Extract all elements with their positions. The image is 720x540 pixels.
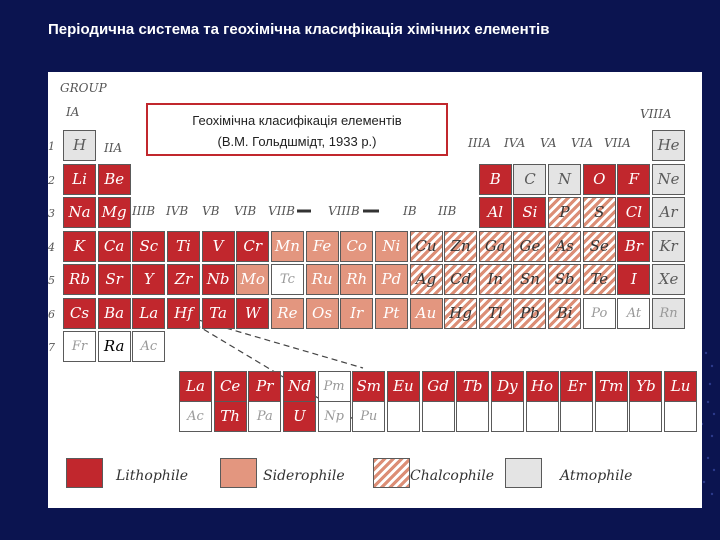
periodic-table-panel: [48, 72, 702, 508]
element-pu-actinide: Pu: [352, 401, 385, 432]
element-mg: Mg: [98, 197, 131, 228]
element-mo: Mo: [236, 264, 269, 295]
element-w: W: [236, 298, 269, 329]
legend-label-lithophile: Lithophile: [116, 468, 189, 484]
element-br: Br: [617, 231, 650, 262]
element-po: Po: [583, 298, 616, 329]
element-eu: Eu: [387, 371, 420, 402]
element-sn: Sn: [513, 264, 546, 295]
element-k: K: [63, 231, 96, 262]
element-h: H: [63, 130, 96, 161]
legend-swatch-chalcophile: [373, 458, 410, 488]
group-label-vb: VB: [202, 204, 220, 218]
element-tb: Tb: [456, 371, 489, 402]
element-at: At: [617, 298, 650, 329]
element-pb: Pb: [513, 298, 546, 329]
element-fr: Fr: [63, 331, 96, 362]
group-label-va: VA: [540, 136, 557, 150]
element-cl: Cl: [617, 197, 650, 228]
empty-actinide-cell: [595, 401, 628, 432]
element-ir: Ir: [340, 298, 373, 329]
element-tl: Tl: [479, 298, 512, 329]
element-pa-actinide: Pa: [248, 401, 281, 432]
group-label-iiia: IIIA: [468, 136, 491, 150]
element-c: C: [513, 164, 546, 195]
callout-citation: (В.М. Гольдшмідт, 1933 р.): [217, 134, 377, 149]
element-re: Re: [271, 298, 304, 329]
element-ac-actinide: Ac: [179, 401, 212, 432]
element-nb: Nb: [202, 264, 235, 295]
element-pd: Pd: [375, 264, 408, 295]
element-os: Os: [306, 298, 339, 329]
element-sm: Sm: [352, 371, 385, 402]
classification-callout: [146, 103, 448, 156]
element-er: Er: [560, 371, 593, 402]
legend-label-siderophile: Siderophile: [263, 468, 345, 484]
group-label-viiia: VIIIA: [640, 107, 672, 121]
element-sr: Sr: [98, 264, 131, 295]
element-pr: Pr: [248, 371, 281, 402]
element-as: As: [548, 231, 581, 262]
element-u-actinide: U: [283, 401, 316, 432]
element-ba: Ba: [98, 298, 131, 329]
group-label-via: VIA: [571, 136, 594, 150]
element-ac: Ac: [132, 331, 165, 362]
period-label-6: 6: [48, 307, 55, 321]
element-n: N: [548, 164, 581, 195]
element-be: Be: [98, 164, 131, 195]
element-np-actinide: Np: [318, 401, 351, 432]
element-cs: Cs: [63, 298, 96, 329]
group-heading: GROUP: [60, 81, 107, 95]
legend-label-atmophile: Atmophile: [560, 468, 633, 484]
element-ru: Ru: [306, 264, 339, 295]
element-ho: Ho: [526, 371, 559, 402]
empty-actinide-cell: [664, 401, 697, 432]
empty-actinide-cell: [387, 401, 420, 432]
element-pt: Pt: [375, 298, 408, 329]
element-ra: Ra: [98, 331, 131, 362]
legend-swatch-atmophile: [505, 458, 542, 488]
group-label-ia: IA: [66, 105, 80, 119]
element-al: Al: [479, 197, 512, 228]
element-kr: Kr: [652, 231, 685, 262]
empty-actinide-cell: [560, 401, 593, 432]
element-dy: Dy: [491, 371, 524, 402]
element-ag: Ag: [410, 264, 443, 295]
element-th-actinide: Th: [214, 401, 247, 432]
empty-actinide-cell: [491, 401, 524, 432]
element-si: Si: [513, 197, 546, 228]
period-label-4: 4: [48, 240, 55, 254]
element-na: Na: [63, 197, 96, 228]
group-label-viiib: VIIIB: [328, 204, 360, 218]
group-label-iiib: IIIB: [132, 204, 156, 218]
group-label-iva: IVA: [504, 136, 526, 150]
element-sb: Sb: [548, 264, 581, 295]
element-te: Te: [583, 264, 616, 295]
element-nd: Nd: [283, 371, 316, 402]
element-rh: Rh: [340, 264, 373, 295]
legend-swatch-lithophile: [66, 458, 103, 488]
element-ar: Ar: [652, 197, 685, 228]
slide-title: Періодична система та геохімічна класифікація хімічних елементів: [48, 21, 550, 38]
element-ga: Ga: [479, 231, 512, 262]
element-ni: Ni: [375, 231, 408, 262]
element-au: Au: [410, 298, 443, 329]
element-co: Co: [340, 231, 373, 262]
element-ca: Ca: [98, 231, 131, 262]
element-li: Li: [63, 164, 96, 195]
element-o: O: [583, 164, 616, 195]
element-xe: Xe: [652, 264, 685, 295]
element-cd: Cd: [444, 264, 477, 295]
element-bi: Bi: [548, 298, 581, 329]
group-label-ib: IB: [403, 204, 417, 218]
element-v: V: [202, 231, 235, 262]
element-tm: Tm: [595, 371, 628, 402]
group-label-viia: VIIA: [604, 136, 631, 150]
element-sc: Sc: [132, 231, 165, 262]
element-hf: Hf: [167, 298, 200, 329]
element-gd: Gd: [422, 371, 455, 402]
element-se: Se: [583, 231, 616, 262]
element-he: He: [652, 130, 685, 161]
group-label-viib: VIIB: [268, 204, 295, 218]
period-label-2: 2: [48, 173, 55, 187]
element-s: S: [583, 197, 616, 228]
element-cr: Cr: [236, 231, 269, 262]
element-ne: Ne: [652, 164, 685, 195]
group-label-iib: IIB: [438, 204, 457, 218]
element-p: P: [548, 197, 581, 228]
empty-actinide-cell: [456, 401, 489, 432]
element-hg: Hg: [444, 298, 477, 329]
element-ce: Ce: [214, 371, 247, 402]
element-zr: Zr: [167, 264, 200, 295]
legend-label-chalcophile: Chalcophile: [410, 468, 495, 484]
element-i: I: [617, 264, 650, 295]
element-pm: Pm: [318, 371, 351, 402]
callout-title: Геохімічна класифікація елементів: [192, 113, 402, 128]
period-label-1: 1: [48, 140, 55, 153]
element-la: La: [179, 371, 212, 402]
element-mn: Mn: [271, 231, 304, 262]
element-la: La: [132, 298, 165, 329]
element-lu: Lu: [664, 371, 697, 402]
empty-actinide-cell: [526, 401, 559, 432]
group-label-ivb: IVB: [166, 204, 189, 218]
group-label-iia: IIA: [104, 141, 123, 155]
element-in: In: [479, 264, 512, 295]
element-cu: Cu: [410, 231, 443, 262]
period-label-7: 7: [48, 341, 55, 354]
group-label-vib: VIB: [234, 204, 257, 218]
element-y: Y: [132, 264, 165, 295]
element-rb: Rb: [63, 264, 96, 295]
period-label-5: 5: [48, 274, 55, 287]
element-tc: Tc: [271, 264, 304, 295]
element-ti: Ti: [167, 231, 200, 262]
period-label-3: 3: [48, 207, 55, 220]
element-zn: Zn: [444, 231, 477, 262]
element-ta: Ta: [202, 298, 235, 329]
element-rn: Rn: [652, 298, 685, 329]
empty-actinide-cell: [422, 401, 455, 432]
element-fe: Fe: [306, 231, 339, 262]
legend-swatch-siderophile: [220, 458, 257, 488]
empty-actinide-cell: [629, 401, 662, 432]
element-b: B: [479, 164, 512, 195]
element-ge: Ge: [513, 231, 546, 262]
element-yb: Yb: [629, 371, 662, 402]
element-f: F: [617, 164, 650, 195]
